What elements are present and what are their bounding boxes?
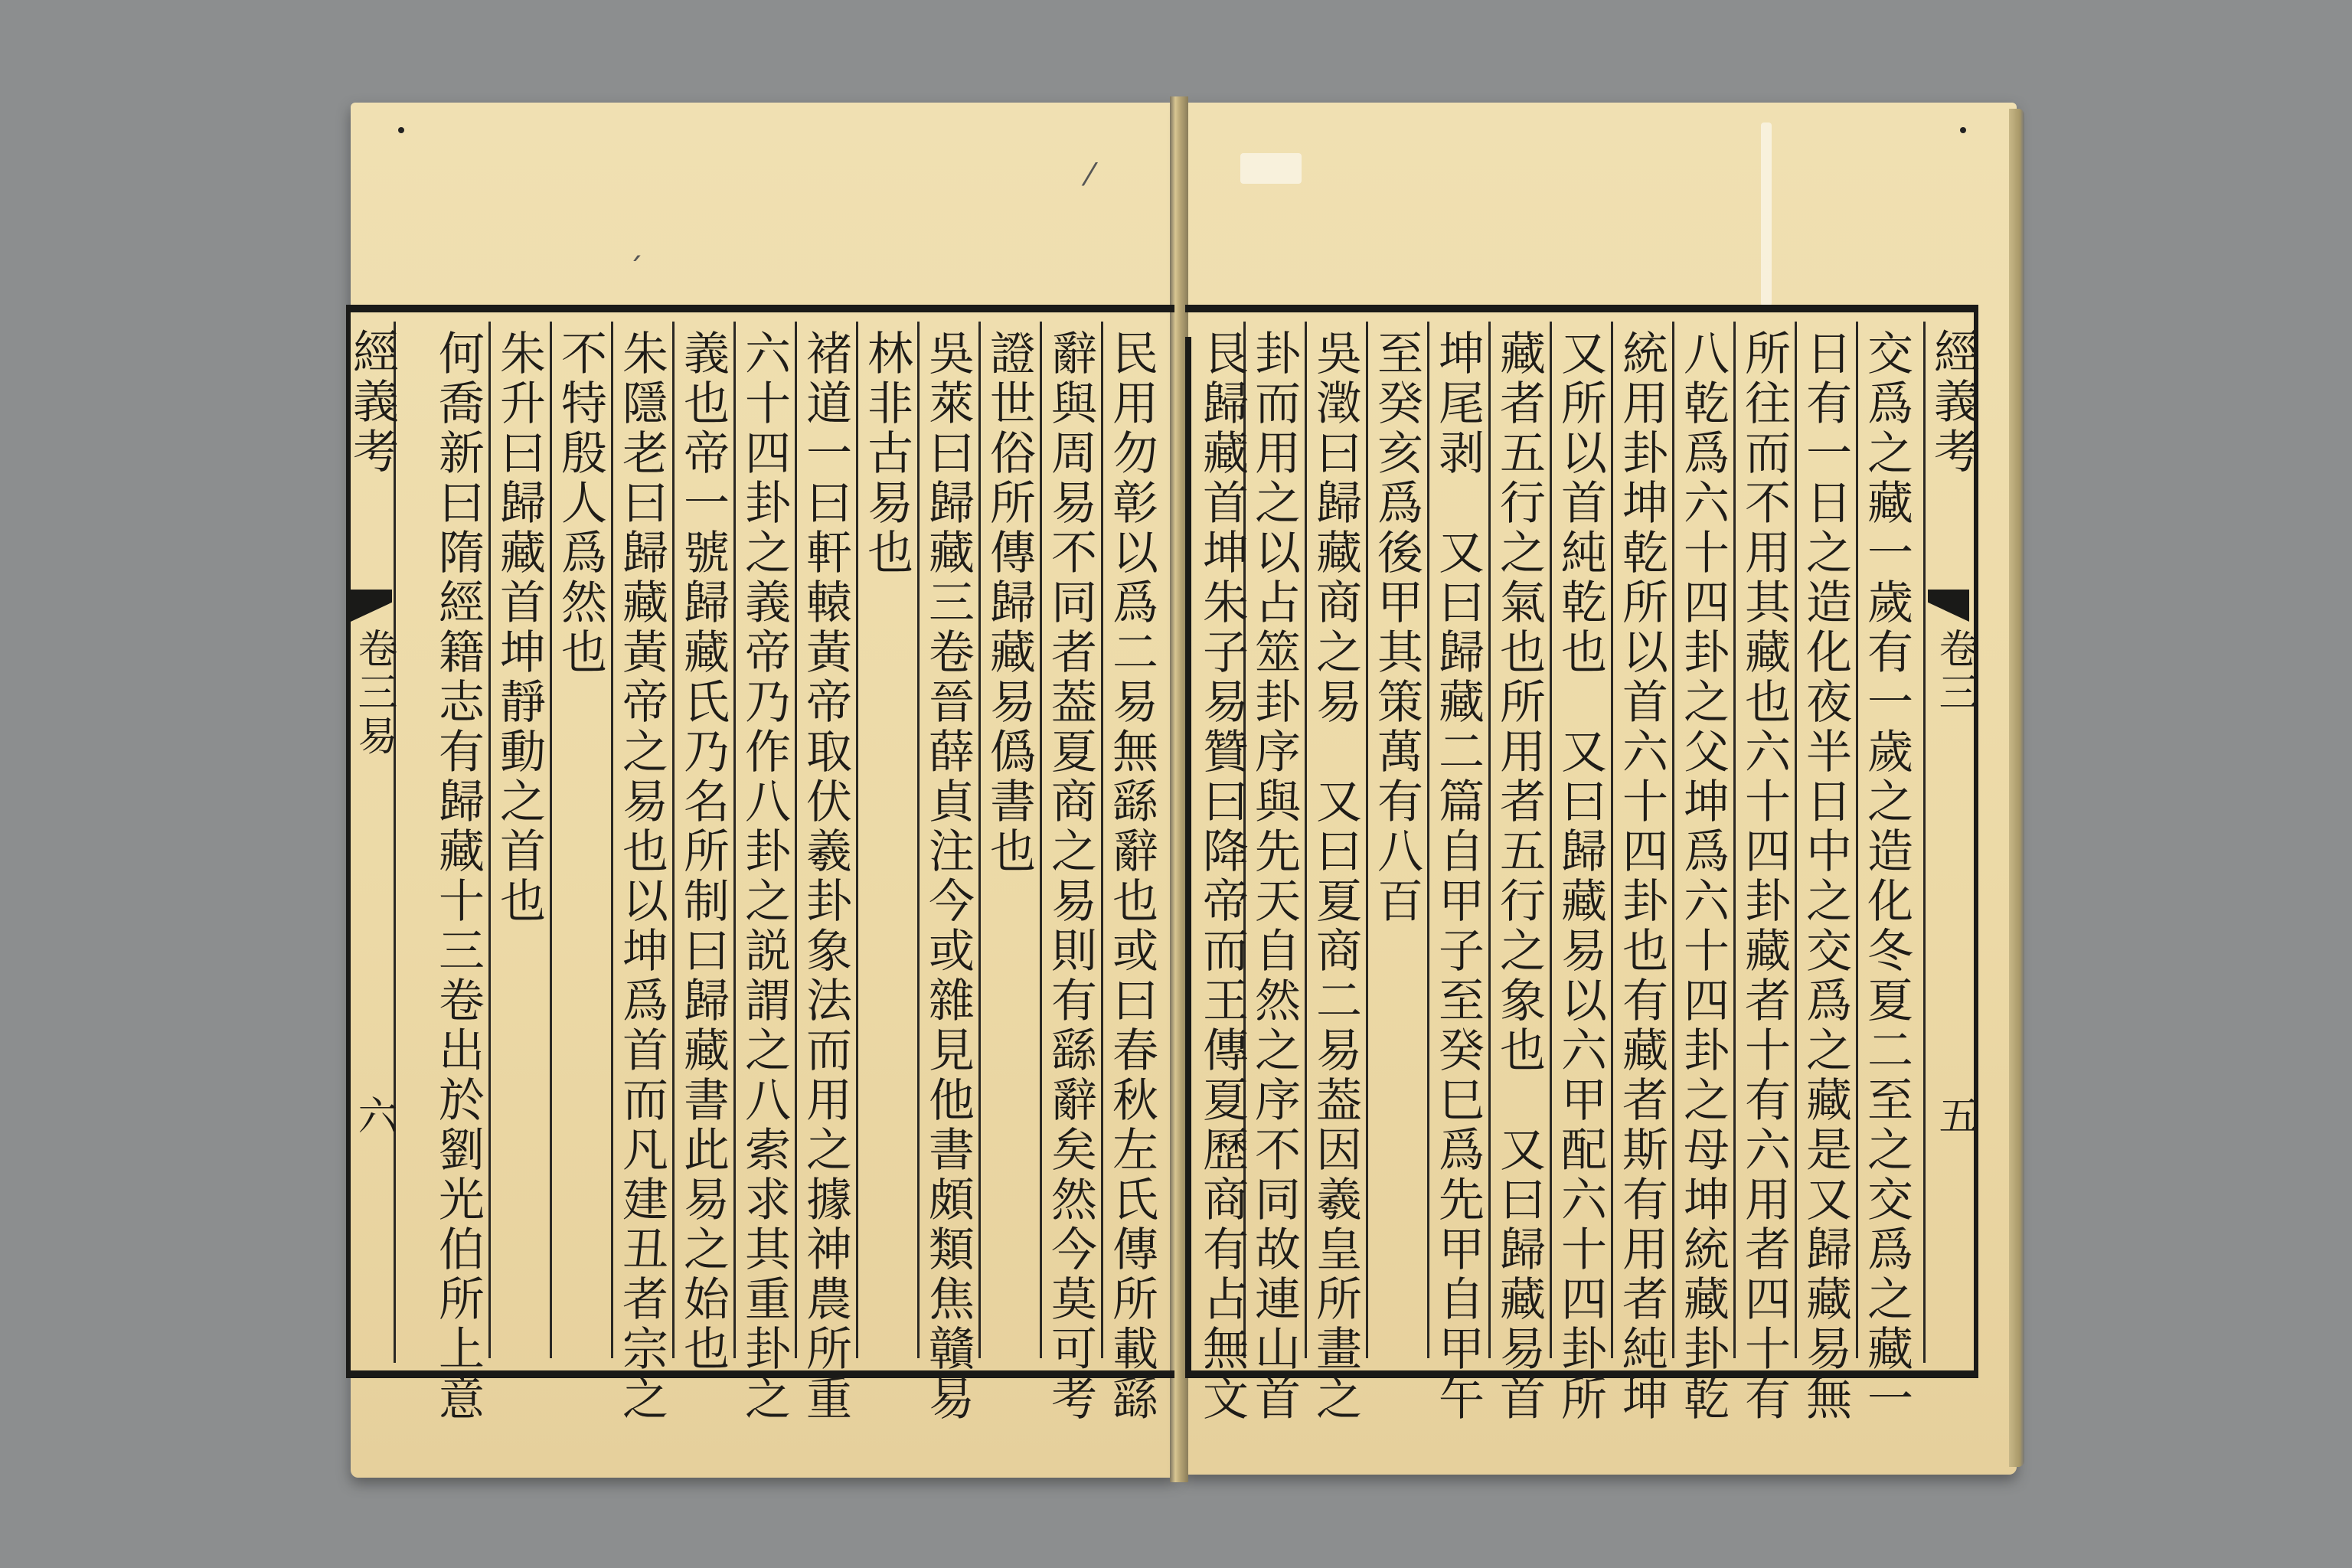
- column-rule: [1733, 322, 1736, 1358]
- column-rule: [672, 322, 675, 1358]
- text-column: 八乾爲六十四卦之父坤爲六十四卦之母坤統藏卦乾: [1676, 329, 1730, 1424]
- column-rule: [1101, 322, 1103, 1358]
- column-rule: [488, 322, 491, 1358]
- text-column: 證世俗所傳歸藏易僞書也: [982, 329, 1036, 877]
- paper-stain: [1761, 122, 1772, 306]
- text-column: 不特殷人爲然也: [554, 329, 607, 678]
- frame-inner-line: [1185, 337, 1191, 1370]
- text-column: 統用卦坤乾所以首六十四卦也有藏者斯有用者純坤: [1615, 329, 1668, 1424]
- text-column: 藏者五行之氣也所用者五行之象也 又曰歸藏易首: [1492, 329, 1546, 1424]
- text-column: 辭與周易不同者葢夏商之易則有繇辭矣然今莫可考: [1044, 329, 1097, 1424]
- text-column: 卦而用之以占筮卦序與先天自然之序不同故連山首: [1247, 329, 1301, 1424]
- ink-mark: ˊ: [628, 253, 643, 288]
- margin-page-number: 五: [1932, 1095, 1978, 1138]
- column-rule: [1488, 322, 1491, 1358]
- text-column: 交爲之藏一歲有一歲之造化冬夏二至之交爲之藏一: [1860, 329, 1913, 1424]
- column-rule: [1672, 322, 1674, 1358]
- text-column: 日有一日之造化夜半日中之交爲之藏是又歸藏易無: [1798, 329, 1852, 1424]
- margin-volume: 卷三易: [351, 628, 397, 759]
- column-rule: [1040, 322, 1042, 1358]
- text-column: 吳澂曰歸藏商之易 又曰夏商二易葢因羲皇所畫之: [1308, 329, 1362, 1424]
- column-rule: [795, 322, 797, 1358]
- column-rule: [611, 322, 613, 1358]
- text-column: 至癸亥爲後甲其策萬有八百: [1370, 329, 1423, 926]
- text-column: 所往而不用其藏也六十四卦藏者十有六用者四十有: [1737, 329, 1791, 1424]
- column-rule: [1366, 322, 1368, 1358]
- column-rule: [1550, 322, 1552, 1358]
- text-column: 又所以首純乾也 又曰歸藏易以六甲配六十四卦所: [1553, 329, 1607, 1424]
- column-rule: [1856, 322, 1858, 1358]
- left-page-margin: [345, 322, 399, 1363]
- page-edge: [2009, 109, 2024, 1467]
- margin-title: 經義考: [345, 328, 399, 477]
- page-dot: [398, 127, 404, 133]
- text-column: 朱隱老曰歸藏黃帝之易也以坤爲首而凡建丑者宗之: [615, 329, 668, 1424]
- text-column: 褚道一曰軒轅黃帝取伏羲卦象法而用之據神農所重: [799, 329, 852, 1424]
- column-rule: [1305, 322, 1307, 1358]
- text-column: 朱升曰歸藏首坤靜動之首也: [492, 329, 546, 926]
- column-rule: [917, 322, 920, 1358]
- column-rule: [978, 322, 981, 1358]
- text-column: 艮歸藏首坤朱子易贊曰降帝而王傳夏歷商有占無文: [1195, 329, 1249, 1424]
- margin-volume: 卷三: [1932, 628, 1978, 715]
- margin-title: 經義考: [1926, 328, 1980, 477]
- paper-stain: [1240, 153, 1302, 184]
- column-rule: [856, 322, 858, 1358]
- right-page-margin: [1923, 322, 1980, 1363]
- ink-mark: ⁄: [1087, 158, 1093, 193]
- column-rule: [550, 322, 552, 1358]
- text-column: 六十四卦之義帝乃作八卦之説謂之八索求其重卦之: [737, 329, 791, 1424]
- column-rule: [1611, 322, 1613, 1358]
- text-column: 民用勿彰以爲二易無繇辭也或曰春秋左氏傳所載繇: [1105, 329, 1158, 1424]
- page-dot: [1960, 127, 1966, 133]
- column-rule: [1427, 322, 1429, 1358]
- text-column: 義也帝一號歸藏氏乃名所制曰歸藏書此易之始也: [676, 329, 730, 1374]
- column-rule: [1795, 322, 1797, 1358]
- column-rule: [733, 322, 736, 1358]
- text-column: 吳萊曰歸藏三卷晉薛貞注今或雜見他書頗類焦贛易: [921, 329, 975, 1424]
- text-column: 何喬新曰隋經籍志有歸藏十三卷出於劉光伯所上意: [431, 329, 485, 1424]
- text-column: 坤尾剥 又曰歸藏二篇自甲子至癸巳爲先甲自甲午: [1431, 329, 1485, 1424]
- margin-page-number: 六: [351, 1095, 397, 1138]
- text-column: 林非古易也: [860, 329, 913, 578]
